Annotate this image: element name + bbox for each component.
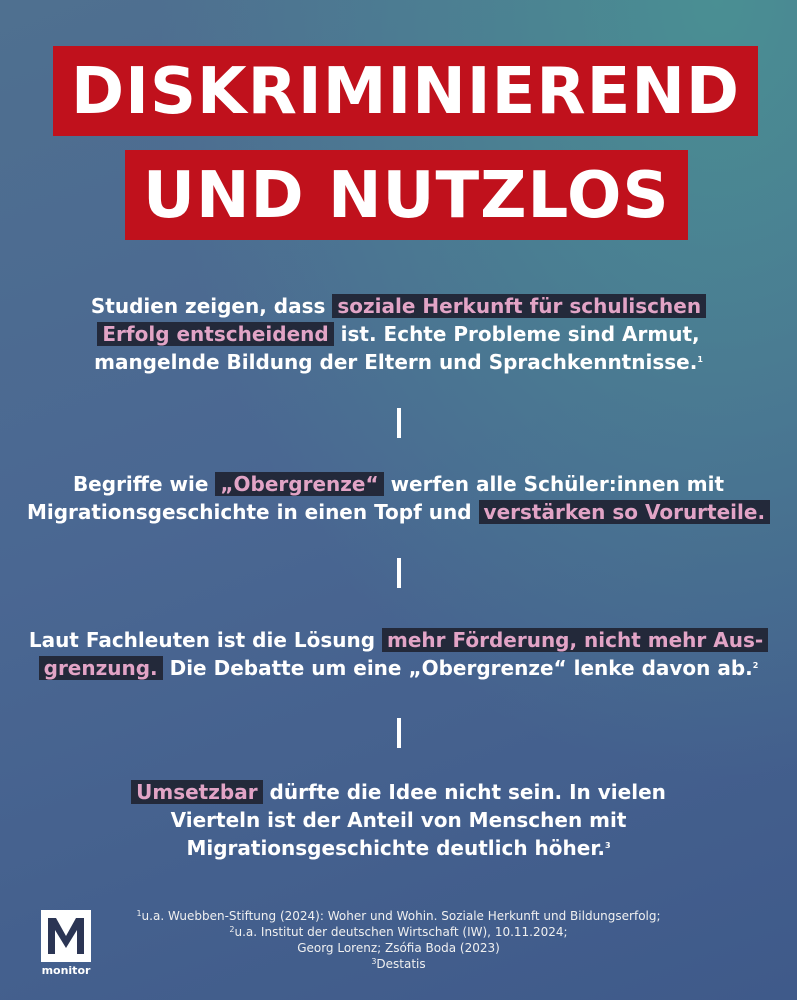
highlighted-phrase: soziale Herkunft für schulischen — [332, 294, 706, 318]
paragraph-line — [0, 654, 797, 682]
highlighted-phrase: Umsetzbar — [131, 780, 262, 804]
paragraph-line — [0, 470, 797, 498]
text-segment: Migrationsgeschichte deutlich höher. — [186, 836, 605, 860]
divider — [397, 408, 401, 438]
highlighted-phrase: „Obergrenze“ — [215, 472, 383, 496]
text-segment: Laut Fachleuten ist die Lösung — [28, 628, 383, 652]
paragraph-line — [0, 498, 797, 526]
footnote-1: $^1$u.a. Wuebben-Stiftung (2024): Woher und Wohin. Soziale Herkunft und Bildungserfolg; — [136, 909, 661, 923]
paragraph-obergrenze — [0, 470, 797, 526]
text-segment: ist. Echte Probleme sind Armut, — [333, 322, 700, 346]
footnote-2-cont: Georg Lorenz; Zsófia Boda (2023) — [297, 941, 500, 955]
highlighted-phrase: Erfolg entscheidend — [97, 322, 333, 346]
footnote-2: $^2$u.a. Institut der deutschen Wirtschaft (IW), 10.11.2024; — [229, 925, 568, 939]
highlighted-phrase: verstärken so Vorurteile. — [479, 500, 771, 524]
text-segment: werfen alle Schüler:innen mit — [383, 472, 725, 496]
paragraph-line — [0, 834, 797, 862]
text-segment: dürfte die Idee nicht sein. In vielen — [262, 780, 666, 804]
paragraph-line — [0, 348, 797, 376]
text-segment: Die Debatte um eine „Obergrenze“ lenke davon ab. — [162, 656, 753, 680]
paragraph-herkunft — [0, 292, 797, 376]
headline-line-1: DISKRIMINIEREND — [53, 46, 758, 136]
footnote-3: $^3$Destatis — [371, 957, 426, 971]
paragraph-line — [0, 778, 797, 806]
text-segment: Studien zeigen, dass — [90, 294, 333, 318]
text-segment: Begriffe wie — [72, 472, 216, 496]
monitor-logo-text: monitor — [41, 964, 91, 977]
paragraph-line — [0, 292, 797, 320]
paragraph-foerderung — [0, 626, 797, 682]
paragraph-umsetzbar — [0, 778, 797, 862]
text-segment: Migrationsgeschichte in einen Topf und — [26, 500, 479, 524]
footnotes — [0, 908, 797, 972]
divider — [397, 558, 401, 588]
text-segment: Vierteln ist der Anteil von Menschen mit — [170, 808, 627, 832]
text-segment: mangelnde Bildung der Eltern und Sprachkenntnisse. — [94, 350, 698, 374]
footnote-marker: 2 — [752, 661, 759, 670]
divider — [397, 718, 401, 748]
highlighted-phrase: mehr Förderung, nicht mehr Aus- — [382, 628, 768, 652]
paragraph-line — [0, 320, 797, 348]
paragraph-line — [0, 806, 797, 834]
footnote-marker: 3 — [604, 841, 611, 850]
paragraph-line — [0, 626, 797, 654]
highlighted-phrase: grenzung. — [39, 656, 163, 680]
footnote-marker: 1 — [697, 355, 703, 364]
headline-line-2: UND NUTZLOS — [125, 150, 688, 240]
